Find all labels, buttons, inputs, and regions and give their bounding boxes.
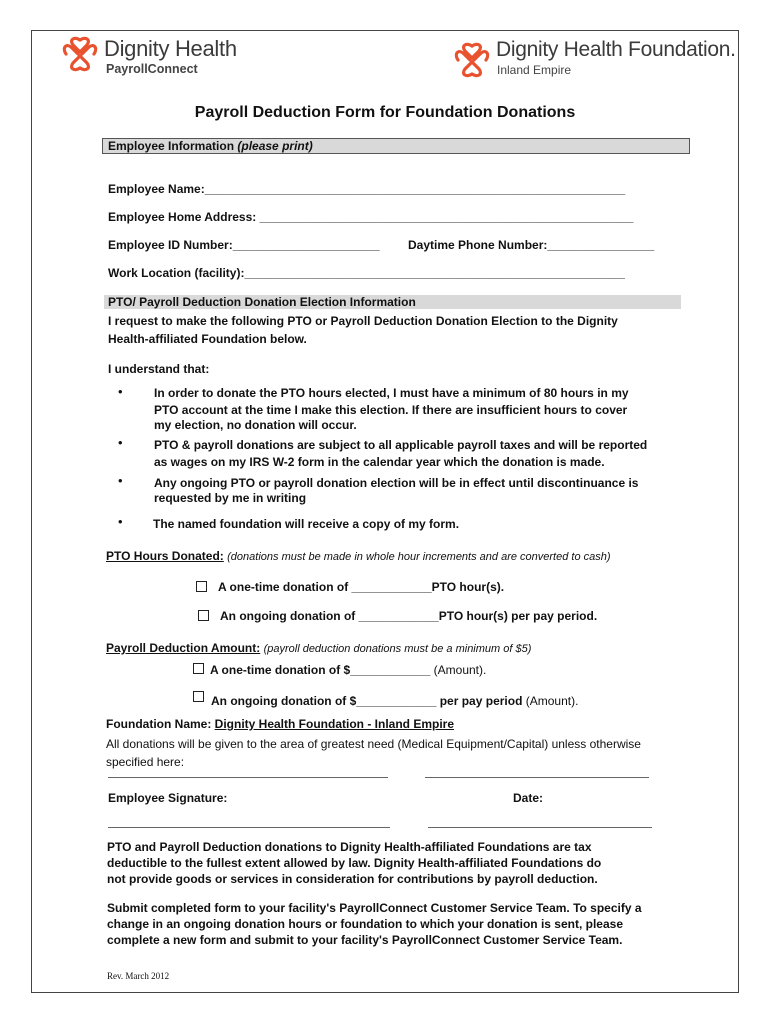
page-title: Payroll Deduction Form for Foundation Donations	[194, 104, 576, 121]
foundation-name-label: Foundation Name:	[106, 717, 212, 731]
pto-hours-label: PTO Hours Donated:	[106, 549, 224, 563]
employee-signature-label: Employee Signature:	[108, 791, 228, 805]
understand-text: I understand that:	[108, 362, 210, 376]
daytime-phone-field[interactable]: Daytime Phone Number:________________	[408, 238, 655, 252]
work-location-field[interactable]: Work Location (facility):_________________________________________________________	[108, 266, 625, 280]
pto-ongoing-option: An ongoing donation of ____________PTO hour(s) per pay period.	[220, 609, 598, 623]
employee-id-field[interactable]: Employee ID Number:______________________	[108, 238, 380, 252]
foundation-note-line2: specified here:	[106, 755, 185, 769]
bullet-1-line2: PTO account at the time I make this election. If there are insufficient hours to cover	[154, 403, 628, 417]
bullet-3-line1: Any ongoing PTO or payroll donation election will be in effect until discontinuance is	[154, 476, 639, 490]
submit-note-line1: Submit completed form to your facility's PayrollConnect Customer Service Team. To specify a	[107, 901, 642, 915]
foundation-name-row	[106, 717, 454, 731]
pto-section-title: PTO/ Payroll Deduction Donation Election Information	[108, 295, 416, 309]
pto-hours-note: (donations must be made in whole hour increments and are converted to cash)	[227, 551, 611, 563]
employee-section-title: Employee Information (please print)	[108, 139, 313, 153]
bullet-icon: •	[118, 384, 123, 399]
bullet-4-line1: The named foundation will receive a copy of my form.	[153, 517, 460, 531]
bullet-3-line2: requested by me in writing	[154, 491, 307, 505]
pto-one-time-option: A one-time donation of ____________PTO hour(s).	[218, 580, 505, 594]
bullet-2-line1: PTO & payroll donations are subject to all applicable payroll taxes and will be reported	[154, 438, 648, 452]
foundation-name-value: Dignity Health Foundation - Inland Empire	[214, 717, 455, 731]
payroll-deduction-note: (payroll deduction donations must be a minimum of $5)	[263, 643, 532, 655]
bullet-icon: •	[118, 435, 123, 450]
submit-note-line3: complete a new form and submit to your facility's PayrollConnect Customer Service Team.	[107, 933, 623, 947]
left-logo-name: Dignity Health	[104, 36, 237, 61]
payroll-deduction-label: Payroll Deduction Amount:	[106, 641, 261, 655]
pto-ongoing-checkbox[interactable]	[198, 610, 209, 621]
specify-area-line-2[interactable]	[425, 777, 649, 778]
pto-hours-heading	[106, 549, 611, 563]
bullet-2-line2: as wages on my IRS W-2 form in the calendar year which the donation is made.	[154, 455, 605, 469]
payroll-one-time-checkbox[interactable]	[193, 663, 204, 674]
right-logo-name: Dignity Health Foundation.	[496, 38, 736, 61]
foundation-note-line1: All donations will be given to the area of greatest need (Medical Equipment/Capital) unless otherwise	[106, 737, 641, 751]
payroll-ongoing-option: An ongoing donation of $____________ per pay period (Amount).	[211, 694, 579, 708]
submit-note-line2: change in an ongoing donation hours or foundation to which your donation is sent, please	[107, 917, 623, 931]
right-logo-sub: Inland Empire	[497, 63, 572, 77]
bullet-icon: •	[118, 514, 123, 529]
date-label: Date:	[513, 791, 544, 805]
payroll-ongoing-checkbox[interactable]	[193, 691, 204, 702]
request-text-line1: I request to make the following PTO or Payroll Deduction Donation Election to the Dignity	[108, 314, 618, 328]
bullet-1-line3: my election, no donation will occur.	[154, 418, 357, 432]
employee-address-field[interactable]: Employee Home Address: ________________________________________________________	[108, 210, 634, 224]
dignity-health-logo-icon	[60, 34, 100, 74]
pto-one-time-checkbox[interactable]	[196, 581, 207, 592]
left-logo-sub: PayrollConnect	[106, 62, 198, 76]
dignity-health-foundation-logo-icon	[452, 40, 492, 80]
signature-line[interactable]	[108, 827, 390, 828]
payroll-deduction-heading	[106, 641, 531, 655]
employee-section-note: (please print)	[237, 139, 313, 153]
tax-note-line1: PTO and Payroll Deduction donations to Dignity Health-affiliated Foundations are tax	[107, 840, 592, 854]
tax-note-line2: deductible to the fullest extent allowed by law. Dignity Health-affiliated Foundations do	[107, 856, 602, 870]
employee-name-field[interactable]: Employee Name:_______________________________________________________________	[108, 182, 626, 196]
request-text-line2: Health-affiliated Foundation below.	[108, 332, 307, 346]
revision-text: Rev. March 2012	[107, 971, 170, 981]
bullet-1-line1: In order to donate the PTO hours elected, I must have a minimum of 80 hours in my	[154, 386, 629, 400]
specify-area-line[interactable]	[108, 777, 388, 778]
payroll-one-time-option: A one-time donation of $____________ (Amount).	[210, 663, 487, 677]
date-line[interactable]	[428, 827, 652, 828]
bullet-icon: •	[118, 473, 123, 488]
tax-note-line3: not provide goods or services in consideration for contributions by payroll deduction.	[107, 872, 598, 886]
